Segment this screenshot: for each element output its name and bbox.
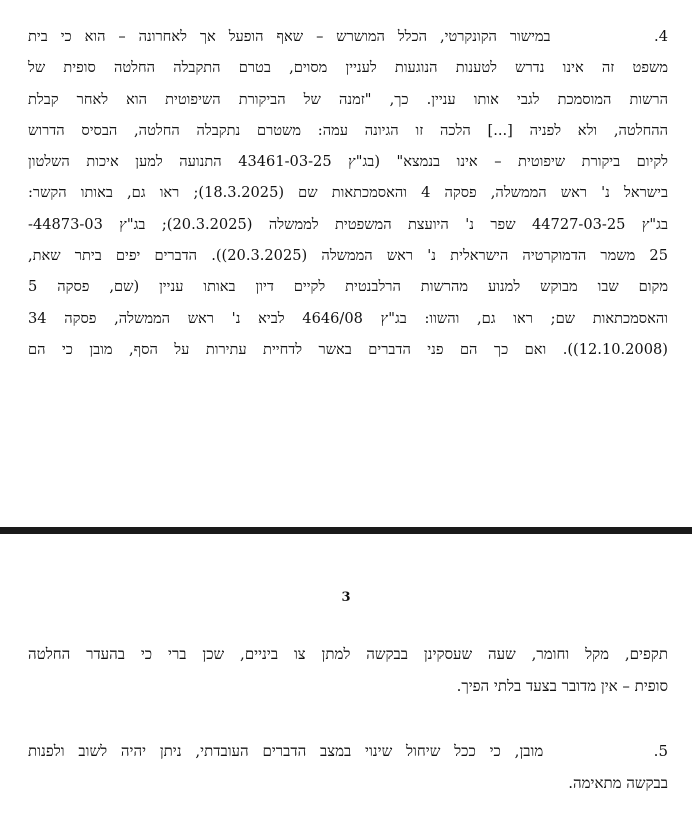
page-break-divider bbox=[0, 527, 692, 534]
text-line: לקיום ביקורת שיפוטית – אינו בנמצא" (בג"ץ 43461-03-25 התנועה למען איכות השלטון bbox=[28, 153, 668, 171]
text-line: הרשות המוסמכת לגבי אותו עניין. כך, "זמנה של הביקורת השיפוטית הוא לאחר קבלת bbox=[28, 90, 668, 108]
text-line: מקום שבו מבוקש למנוע מהרשות הרלבנטית לקיים דיון באותו עניין (שם, פסקה 5 bbox=[28, 278, 668, 296]
page-number: 3 bbox=[341, 590, 351, 605]
paragraph-4-continued bbox=[28, 645, 668, 709]
text-line: (12.10.2008)). ואם כך הם פני הדברים באשר לדחיית עתירות על הסף, מובן כי הם bbox=[28, 340, 668, 358]
text-line: סופית – אין מדובר בצעד בלתי הפיך. bbox=[456, 677, 668, 695]
text-line: ההחלטה, ולא לפניה [...] הלכה זו הגיונה עמה: משטרם נתקבלה החלטה, הבסיס הדרוש bbox=[28, 121, 668, 139]
paragraph-4 bbox=[28, 28, 668, 372]
text-line: בישראל נ' ראש הממשלה, פסקה 4 והאסמכתאות שם (18.3.2025); ראו גם, באותו הקשר: bbox=[28, 184, 668, 202]
text-line: 5. מובן, כי ככל שיחול שינוי במצב הדברים העובדתי, ניתן יהיה לשוב ולפנות bbox=[28, 742, 668, 760]
text-line: 4. במישור הקונקרטי, הכלל המושרש – שאף הופעל אך לאחרונה – הוא כי בית bbox=[28, 28, 668, 45]
paragraph-5 bbox=[28, 742, 668, 806]
text-line: משפט זה אינו נדרש לטענות הנוגעות לעניין מסוים, בטרם התקבלה החלטה סופית של bbox=[28, 59, 668, 77]
text-line: בבקשה מתאימה. bbox=[568, 774, 668, 792]
text-line: תקפים, מקל וחומר, שעה שעסקינן בבקשה למתן צו ביניים, שכן ברי כי בהעדר החלטה bbox=[28, 645, 668, 663]
text-line: 25 משמר הדמוקרטיה הישראלית נ' ראש הממשלה (20.3.2025)). הדברים יפים ביתר שאת, bbox=[28, 247, 668, 265]
text-line: והאסמכתאות שם; ראו גם, והשוו: בג"ץ 4646/08 לביא נ' ראש הממשלה, פסקה 34 bbox=[28, 309, 668, 327]
text-line: בג"ץ 44727-03-25 שפר נ' היועצת המשפטית לממשלה (20.3.2025); בג"ץ 44873-03- bbox=[28, 215, 668, 233]
